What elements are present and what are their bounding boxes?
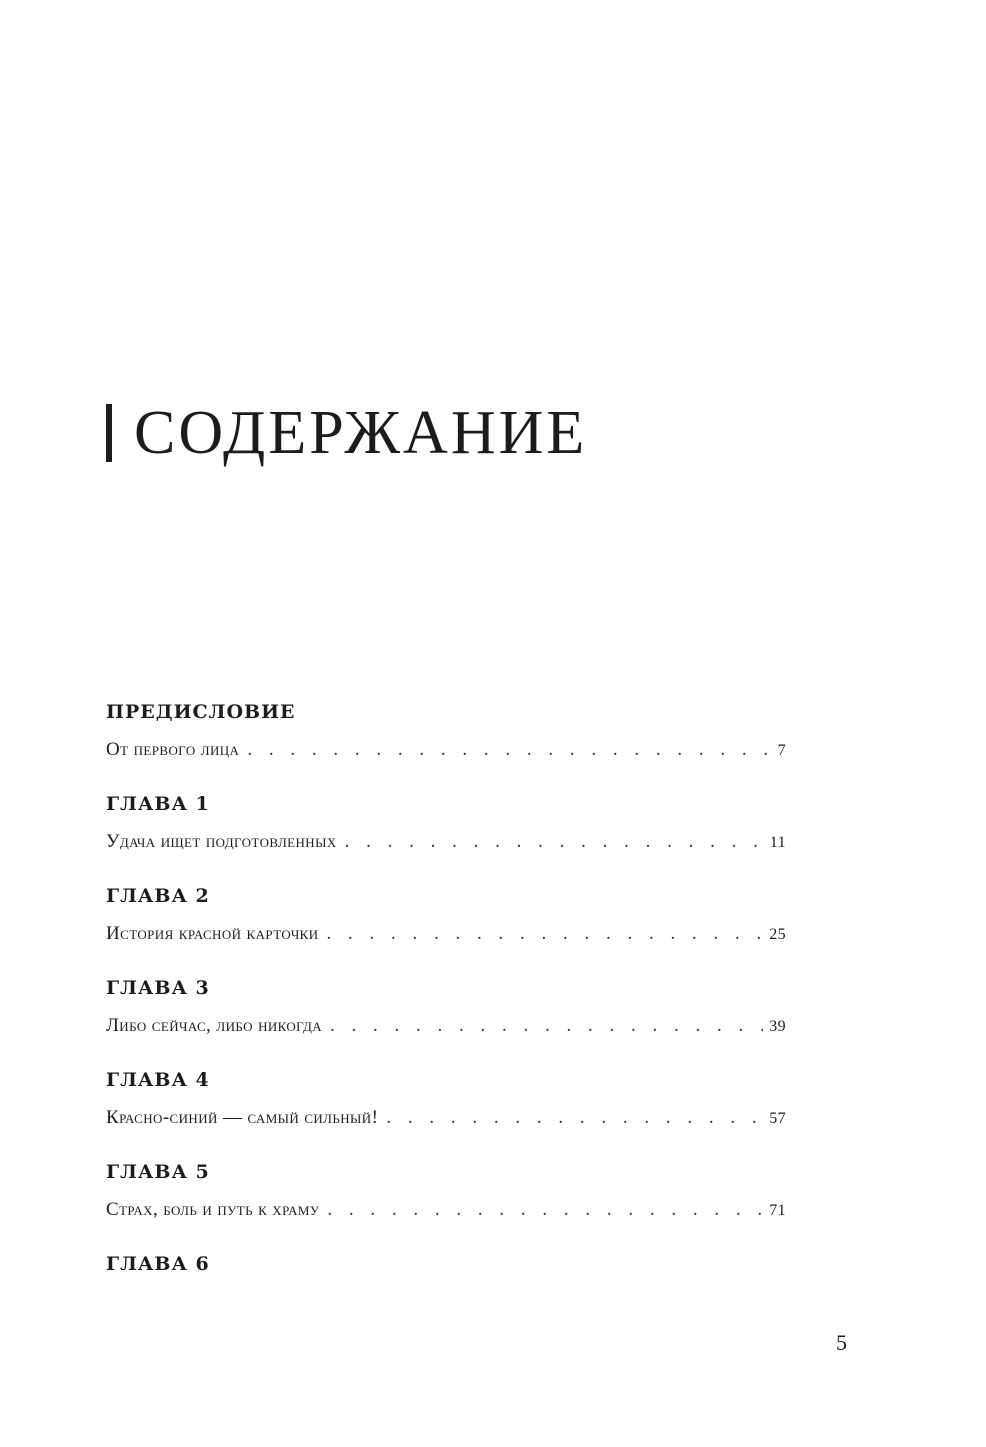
toc-section — [106, 882, 786, 948]
toc-entry — [106, 828, 786, 856]
toc-entry — [106, 1012, 786, 1040]
toc-heading: ГЛАВА 4 — [106, 1069, 210, 1091]
toc-heading: ГЛАВА 2 — [106, 885, 210, 907]
dot-leader — [247, 736, 771, 764]
toc-heading: ГЛАВА 5 — [106, 1161, 210, 1183]
toc-section — [106, 1250, 786, 1278]
toc-entry-page: 57 — [769, 1110, 786, 1127]
dot-leader — [386, 1104, 763, 1132]
toc-section — [106, 698, 786, 764]
dot-leader — [327, 920, 764, 948]
dot-leader — [327, 1196, 763, 1224]
dot-leader — [330, 1012, 763, 1040]
toc-entry-label: Красно-синий — самый сильный! — [106, 1107, 379, 1128]
toc-entry-label: История красной карточки — [106, 923, 319, 944]
dot-leader — [345, 828, 764, 856]
toc-section — [106, 974, 786, 1040]
toc-title-block — [106, 398, 587, 468]
toc-heading: ГЛАВА 3 — [106, 977, 210, 999]
toc-heading: ПРЕДИСЛОВИЕ — [106, 701, 296, 723]
page-number: 5 — [836, 1330, 847, 1355]
page-title: СОДЕРЖАНИЕ — [134, 399, 588, 467]
toc-heading: ГЛАВА 6 — [106, 1253, 210, 1275]
toc-entry — [106, 1104, 786, 1132]
toc-entry-page: 7 — [777, 742, 786, 759]
toc-entry-label: Удача ищет подготовленных — [106, 831, 337, 852]
toc-entry-label: Страх, боль и путь к храму — [106, 1199, 320, 1220]
toc-entry-label: Либо сейчас, либо никогда — [106, 1015, 323, 1036]
toc-entry-page: 71 — [769, 1202, 786, 1219]
table-of-contents — [106, 698, 786, 1278]
toc-entry-page: 11 — [769, 834, 786, 851]
title-accent-bar — [106, 404, 112, 462]
toc-entry — [106, 1196, 786, 1224]
toc-entry-label: От первого лица — [106, 739, 240, 760]
toc-entry — [106, 920, 786, 948]
toc-entry-page: 25 — [769, 926, 786, 943]
toc-section — [106, 1158, 786, 1224]
toc-section — [106, 1066, 786, 1132]
toc-heading: ГЛАВА 1 — [106, 793, 210, 815]
toc-entry — [106, 736, 786, 764]
toc-entry-page: 39 — [769, 1018, 786, 1035]
toc-section — [106, 790, 786, 856]
